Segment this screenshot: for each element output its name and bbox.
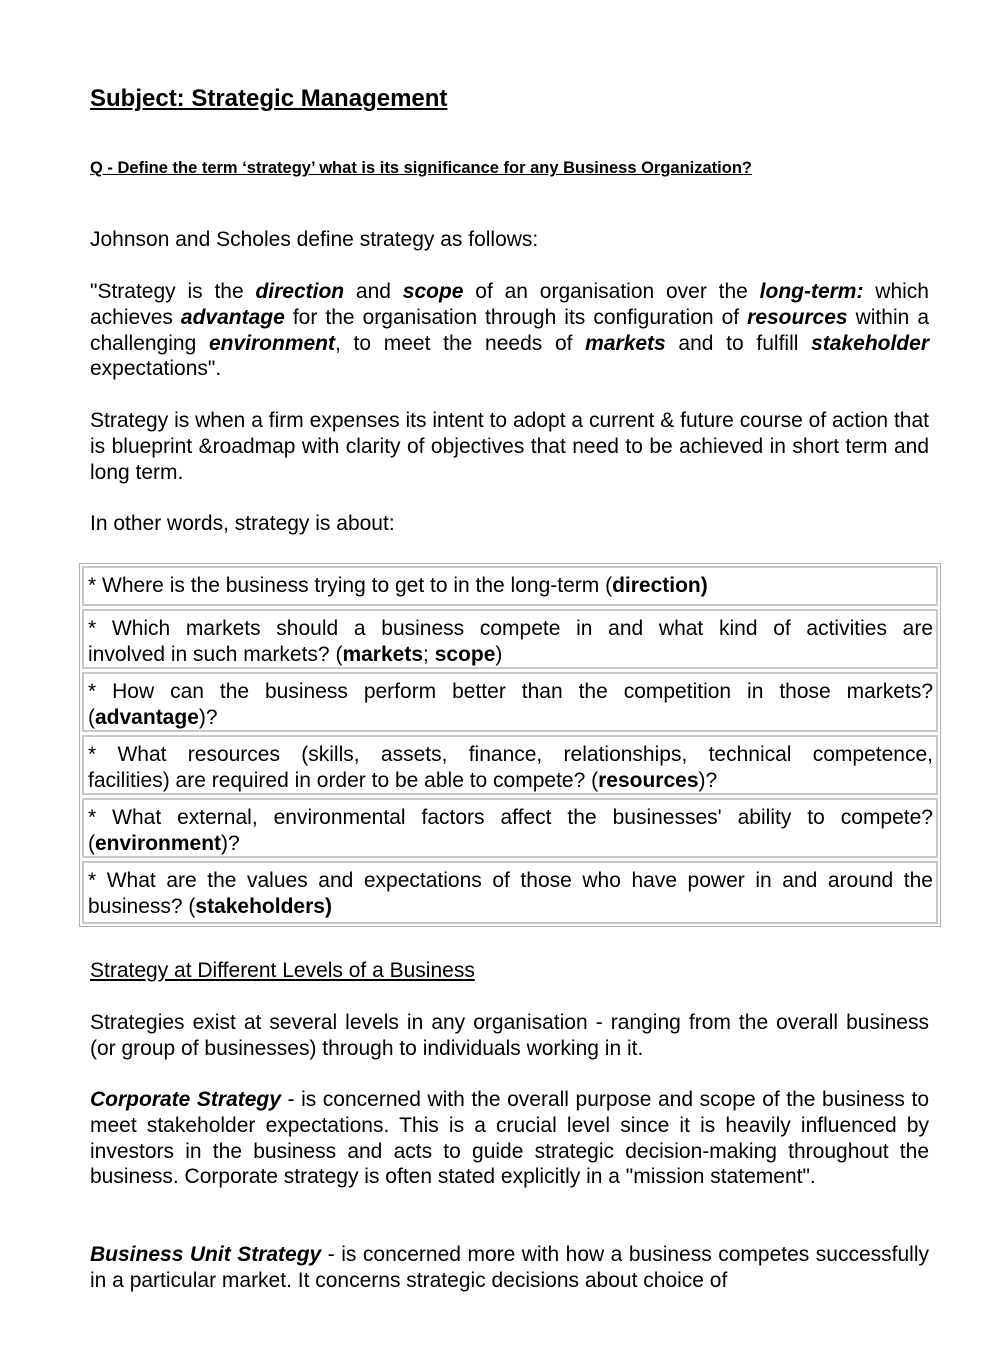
other-words-paragraph: In other words, strategy is about: xyxy=(90,512,395,535)
keyword-markets: markets xyxy=(585,331,666,355)
corporate-strategy-paragraph: Corporate Strategy - is concerned with the overall purpose and scope of the business to meet stakeholder expectations. This is a crucial level since it is heavily influenced by investors in the business and acts to guide strategic decision-making throughout the business. Corporate strategy is often stated explicitly in a "mission statement". xyxy=(90,1088,929,1189)
strategy-paragraph: Strategy is when a firm expenses its intent to adopt a current & future course of action that is blueprint &roadmap with clarity of objectives that need to be achieved in short term and long term. xyxy=(90,409,929,484)
question-heading: Q - Define the term ‘strategy’ what is its significance for any Business Organization? xyxy=(90,159,752,177)
intro-paragraph: Johnson and Scholes define strategy as follows: xyxy=(90,228,539,251)
keyword-stakeholder: stakeholder xyxy=(811,331,929,355)
business-unit-strategy-paragraph: Business Unit Strategy - is concerned more with how a business competes successfully in a particular market. It concerns strategic decisions about choice of xyxy=(90,1243,929,1292)
keyword-environment: environment xyxy=(208,331,335,355)
keyword-direction: direction xyxy=(255,280,345,303)
business-unit-strategy-term: Business Unit Strategy xyxy=(90,1243,322,1266)
question-row: * Which markets should a business compete in and what kind of activities are involved in such markets? (markets; scope) xyxy=(82,609,938,669)
question-row: * How can the business perform better than the competition in those markets? (advantage)? xyxy=(82,672,938,732)
keyword-resources: resources xyxy=(747,305,848,329)
question-row: * What resources (skills, assets, finance, relationships, technical competence, facilities) are required in order to be able to compete? (resources)? xyxy=(82,735,938,795)
question-row: * What are the values and expectations of those who have power in and around the business? (stakeholders) xyxy=(82,861,938,924)
corporate-strategy-term: Corporate Strategy xyxy=(90,1088,281,1111)
levels-paragraph: Strategies exist at several levels in any organisation - ranging from the overall business (or group of businesses) through to individuals working in it. xyxy=(90,1011,929,1060)
question-row: * Where is the business trying to get to in the long-term (direction) xyxy=(82,566,938,606)
levels-heading: Strategy at Different Levels of a Business xyxy=(90,959,475,982)
question-row: * What external, environmental factors affect the businesses' ability to compete? (environment)? xyxy=(82,798,938,858)
subject-title: Subject: Strategic Management xyxy=(90,85,448,112)
definition-paragraph: "Strategy is the direction and scope of an organisation over the long-term: which achieves advantage for the organisation through its configuration of resources within a challenging environment, to meet the needs of markets and to fulfill stakeholder expectations". xyxy=(90,280,929,381)
keyword-advantage: advantage xyxy=(180,305,285,329)
keyword-long-term: long-term: xyxy=(759,280,864,303)
strategy-questions-table xyxy=(79,563,941,927)
document-page xyxy=(90,84,929,535)
keyword-scope: scope xyxy=(402,280,464,303)
